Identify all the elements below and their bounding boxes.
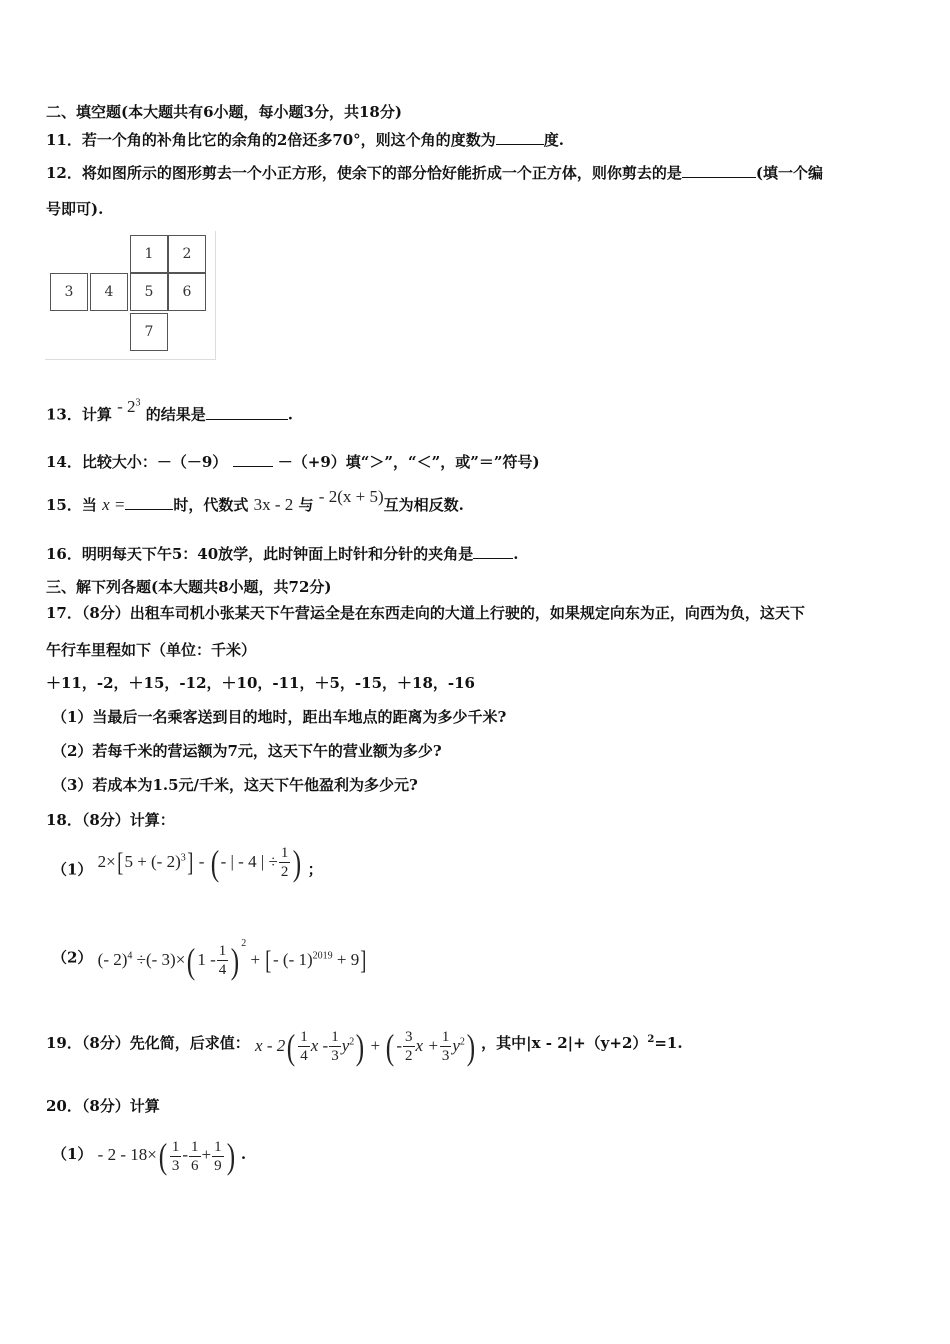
q15-tail: 互为相反数. (383, 496, 464, 514)
q18-p1-label: （1） (52, 860, 93, 879)
question-16 (46, 543, 518, 564)
q11-text: 11．若一个角的补角比它的余角的2倍还多70°，则这个角的度数为 (46, 131, 496, 149)
q19-tail-end: =1. (654, 1034, 683, 1052)
q13-label: 13．计算 (46, 405, 112, 424)
q20-f2n: 1 (191, 1138, 199, 1155)
q20-frac1 (170, 1138, 182, 1175)
q15-expr2: - 2(x + 5) (318, 487, 384, 506)
cube-net-figure (45, 231, 216, 360)
q19-g: y (452, 1035, 460, 1055)
q13-end: . (287, 405, 294, 424)
q18-p1-end: ； (307, 860, 323, 879)
q20-end: . (240, 1145, 247, 1163)
q19-f4d: 3 (441, 1048, 450, 1065)
q18-p2-expression: (- 2)$^4$ ÷(- 3)×( 1 - $\frac{1}{4}$ ) $^2$ + [- (- 1)$^{2019}$ + 9] (97, 938, 367, 981)
q15-mid: 时，代数式 (173, 496, 249, 514)
q18-p1-expression: 2×[5 + (- 2)$^3$] - ( - | - 4 | ÷ $\frac{1}{2}$ ) (97, 842, 302, 883)
q19-frac1 (298, 1028, 310, 1065)
q19-c: y (341, 1035, 350, 1055)
q12-answer-blank[interactable] (682, 162, 756, 178)
q15-with: 与 (298, 496, 314, 514)
q20-frac2 (189, 1138, 201, 1175)
net-cell-5: 5 (130, 273, 168, 311)
section-3-heading: 三、解下列各题(本大题共8小题，共72分) (46, 578, 332, 596)
q13-exp: 3 (135, 397, 141, 408)
q18-p2-label: （2） (52, 948, 93, 967)
q18-p2-d: + (246, 949, 265, 969)
q19-f: x + (415, 1035, 439, 1055)
question-17-part3: （3）若成本为1.5元/千米，这天下午他盈利为多少元? (52, 776, 418, 794)
q18-p2-a: (- 2) (97, 949, 128, 969)
question-17-data: ＋11，-2，＋15，-12，＋10，-11，＋5，-15，＋18，-16 (46, 674, 475, 692)
q18-p2-den: 4 (218, 962, 227, 979)
question-17-line2: 午行车里程如下（单位：千米） (46, 641, 257, 659)
question-15 (46, 487, 464, 515)
q19-f1d: 4 (300, 1048, 308, 1065)
q20-f3d: 9 (214, 1157, 222, 1174)
q16-end: . (513, 545, 519, 563)
net-cell-3: 3 (50, 273, 88, 311)
q19-f1n: 1 (300, 1029, 308, 1046)
q19-expression: x - 2( $\frac{1}{4}$ x - $\frac{1}{3}$ $y^2$) + ( - $\frac{3}{2}$ x + $\frac{1}{3}$ $y^2$) (255, 1026, 476, 1067)
q18-p1-d: - | - 4 | ÷ (220, 851, 278, 871)
q19-e: - (396, 1035, 403, 1055)
q19-frac3 (403, 1028, 415, 1065)
q18-p2-c-exp: 2 (241, 938, 247, 949)
q20-b: - (182, 1145, 189, 1164)
net-cell-6: 6 (168, 273, 206, 311)
q19-tail: ，其中|x - 2|+（y+2） (481, 1034, 648, 1052)
q18-p2-fraction (217, 942, 229, 979)
q15-expr1: 3x - 2 (253, 495, 294, 514)
q18-p2-e-exp: 2019 (312, 950, 333, 961)
question-17-line1: 17．（8分）出租车司机小张某天下午营运全是在东西走向的大道上行驶的，如果规定向东为正，向西为负，这天下 (46, 604, 805, 622)
q16-text: 16．明明每天下午5：40放学，此时钟面上时针和分针的夹角是 (46, 545, 474, 563)
q18-p2-f: + 9 (332, 949, 360, 969)
q19-b: x - (310, 1035, 329, 1055)
q18-p1-a: 2× (97, 851, 116, 871)
question-20-part1 (52, 1130, 246, 1179)
q19-d: + (366, 1035, 385, 1055)
q13-base: - 2 (117, 396, 136, 416)
question-18-part2 (52, 934, 368, 983)
q19-f4n: 1 (441, 1029, 450, 1046)
q20-f3n: 1 (214, 1138, 222, 1155)
q16-answer-blank[interactable] (473, 543, 513, 559)
q12-text-end: (填一个编 (755, 164, 823, 182)
question-18-heading: 18．（8分）计算： (46, 811, 175, 829)
q15-var: x = (102, 495, 126, 514)
q19-f3n: 3 (405, 1029, 413, 1046)
question-17-part1: （1）当最后一名乘客送到目的地时，距出车地点的距离为多少千米? (52, 708, 507, 726)
q20-f2d: 6 (191, 1157, 199, 1174)
q14-text: 14．比较大小：－（－9） (46, 453, 228, 471)
q18-p1-den: 2 (280, 864, 289, 881)
q20-p1-label: （1） (52, 1145, 93, 1163)
q11-answer-blank[interactable] (496, 129, 544, 145)
question-11 (46, 129, 564, 150)
q18-p2-c: 1 - (197, 949, 216, 969)
q15-answer-blank[interactable] (125, 494, 173, 510)
q11-unit: 度. (543, 131, 564, 149)
q18-p1-b: 5 + (- 2) (124, 851, 181, 871)
q20-c: + (201, 1145, 212, 1164)
q19-a: x - 2 (255, 1035, 286, 1055)
q20-p1-expression: - 2 - 18×( $\frac{1}{3}$ - $\frac{1}{6}$ + $\frac{1}{9}$ ) (97, 1136, 235, 1177)
q20-a: - 2 - 18× (97, 1145, 157, 1164)
question-12-line2: 号即可). (46, 200, 104, 218)
q15-label: 15．当 (46, 496, 97, 514)
q19-tail-exp: 2 (647, 1034, 655, 1045)
q19-frac2 (329, 1028, 341, 1065)
question-12-line1 (46, 162, 823, 183)
q18-p2-num: 1 (218, 943, 227, 960)
net-cell-2: 2 (168, 235, 206, 273)
q20-frac3 (212, 1138, 224, 1175)
q18-p2-b: ÷(- 3)× (132, 949, 186, 969)
q19-f2n: 1 (331, 1029, 339, 1046)
question-19 (46, 1016, 683, 1070)
q12-text: 12．将如图所示的图形剪去一个小正方形，使余下的部分恰好能折成一个正方体，则你剪去的是 (46, 164, 682, 182)
net-cell-4: 4 (90, 273, 128, 311)
q13-expression (117, 397, 140, 416)
question-13 (46, 396, 294, 425)
q18-p2-a-exp: 4 (127, 950, 133, 961)
q19-c-exp: 2 (349, 1036, 355, 1048)
q18-p1-num: 1 (280, 845, 289, 862)
q18-p1-c: - (194, 851, 209, 871)
q19-g-exp: 2 (459, 1036, 465, 1048)
q20-f1n: 1 (171, 1138, 180, 1155)
question-14 (46, 451, 540, 472)
net-cell-1: 1 (130, 235, 168, 273)
section-2-heading: 二、填空题(本大题共有6小题，每小题3分，共18分) (46, 103, 402, 121)
q19-f2d: 3 (331, 1048, 339, 1065)
q18-p1-b-exp: 3 (180, 852, 186, 863)
q19-frac4 (440, 1028, 452, 1065)
question-20-heading: 20．（8分）计算 (46, 1097, 160, 1115)
q20-f1d: 3 (171, 1157, 180, 1174)
q18-p1-fraction (279, 844, 291, 881)
q18-p2-e: - (- 1) (273, 949, 313, 969)
net-cell-7: 7 (130, 313, 168, 351)
q13-answer-blank[interactable] (206, 404, 288, 420)
q19-label: 19．（8分）先化简，后求值： (46, 1034, 250, 1052)
q19-f3d: 2 (405, 1048, 413, 1065)
question-17-part2: （2）若每千米的营运额为7元，这天下午的营业额为多少? (52, 742, 442, 760)
question-18-part1 (52, 842, 323, 895)
q14-answer-blank[interactable] (233, 451, 273, 467)
q14-text-mid: －（+9）填“＞”，“＜”，或”＝”符号) (277, 453, 540, 471)
q13-tail: 的结果是 (145, 405, 206, 424)
